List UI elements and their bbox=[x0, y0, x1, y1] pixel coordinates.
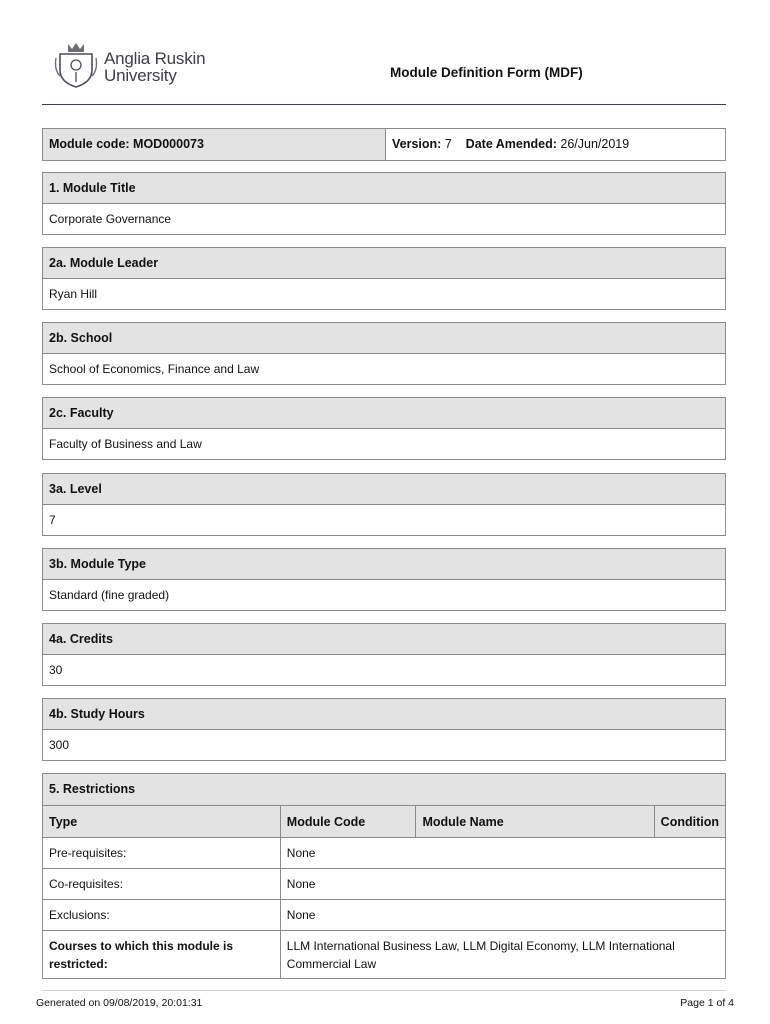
restriction-type: Pre-requisites: bbox=[43, 838, 280, 869]
column-header: Module Name bbox=[416, 806, 654, 838]
credits-section bbox=[42, 623, 726, 686]
section-heading: 2c. Faculty bbox=[43, 398, 725, 429]
university-logo bbox=[54, 40, 214, 90]
courses-label-line: Courses to which this module is bbox=[49, 938, 234, 953]
faculty-value: Faculty of Business and Law bbox=[49, 437, 202, 451]
restriction-type: Co-requisites: bbox=[43, 869, 280, 900]
generated-timestamp: Generated on 09/08/2019, 20:01:31 bbox=[36, 997, 203, 1009]
restrictions-section bbox=[42, 773, 726, 979]
logo-line-2: University bbox=[104, 66, 177, 85]
table-row bbox=[43, 931, 725, 979]
column-header: Module Code bbox=[280, 806, 416, 838]
table-row bbox=[43, 869, 725, 900]
section-heading: 4b. Study Hours bbox=[43, 699, 725, 730]
courses-value-line: LLM International Business Law, LLM Digital Economy, LLM International bbox=[286, 938, 675, 953]
restriction-value: None bbox=[280, 869, 725, 900]
column-header: Condition bbox=[654, 806, 725, 838]
courses-value-line: Commercial Law bbox=[286, 956, 377, 971]
section-heading: 3a. Level bbox=[43, 474, 725, 505]
date-amended-value: 26/Jun/2019 bbox=[560, 137, 630, 151]
page-header bbox=[42, 38, 726, 105]
level-value: 7 bbox=[49, 513, 56, 527]
section-heading: 2b. School bbox=[43, 323, 725, 354]
restriction-value: None bbox=[280, 900, 725, 931]
table-row bbox=[43, 838, 725, 869]
form-title: Module Definition Form (MDF) bbox=[390, 65, 583, 80]
school-value: School of Economics, Finance and Law bbox=[49, 362, 260, 376]
restrictions-table bbox=[43, 805, 725, 978]
page-number: Page 1 of 4 bbox=[680, 997, 734, 1009]
credits-value: 30 bbox=[49, 663, 63, 677]
column-header: Type bbox=[43, 806, 280, 838]
module-type-value: Standard (fine graded) bbox=[49, 588, 170, 602]
section-heading: 5. Restrictions bbox=[43, 774, 725, 805]
module-leader-section bbox=[42, 247, 726, 310]
section-heading: 2a. Module Leader bbox=[43, 248, 725, 279]
date-amended-label: Date Amended: bbox=[465, 137, 557, 151]
section-heading: 1. Module Title bbox=[43, 173, 725, 204]
study-hours-value: 300 bbox=[49, 738, 70, 752]
module-code-box bbox=[42, 128, 726, 161]
logo-line-1: Anglia Ruskin bbox=[104, 49, 206, 68]
page-footer bbox=[36, 990, 734, 1009]
section-heading: 4a. Credits bbox=[43, 624, 725, 655]
module-type-section bbox=[42, 548, 726, 611]
crest-icon bbox=[54, 40, 98, 88]
module-leader-value: Ryan Hill bbox=[49, 287, 98, 301]
module-title-value: Corporate Governance bbox=[49, 212, 172, 226]
courses-label-line: restricted: bbox=[49, 956, 108, 971]
table-row bbox=[43, 900, 725, 931]
version-date-cell bbox=[386, 129, 725, 160]
section-heading: 3b. Module Type bbox=[43, 549, 725, 580]
module-code-label: Module code: bbox=[49, 137, 130, 151]
courses-restricted-value bbox=[280, 931, 725, 979]
study-hours-section bbox=[42, 698, 726, 761]
logo-wordmark bbox=[104, 50, 205, 84]
restriction-value: None bbox=[280, 838, 725, 869]
module-code-cell bbox=[43, 129, 386, 160]
faculty-section bbox=[42, 397, 726, 460]
table-header-row bbox=[43, 806, 725, 838]
version-label: Version: bbox=[392, 137, 442, 151]
courses-restricted-label bbox=[43, 931, 280, 979]
version-value: 7 bbox=[444, 137, 452, 151]
module-title-section bbox=[42, 172, 726, 235]
module-code-value: MOD000073 bbox=[133, 137, 204, 151]
restriction-type: Exclusions: bbox=[43, 900, 280, 931]
school-section bbox=[42, 322, 726, 385]
level-section bbox=[42, 473, 726, 536]
